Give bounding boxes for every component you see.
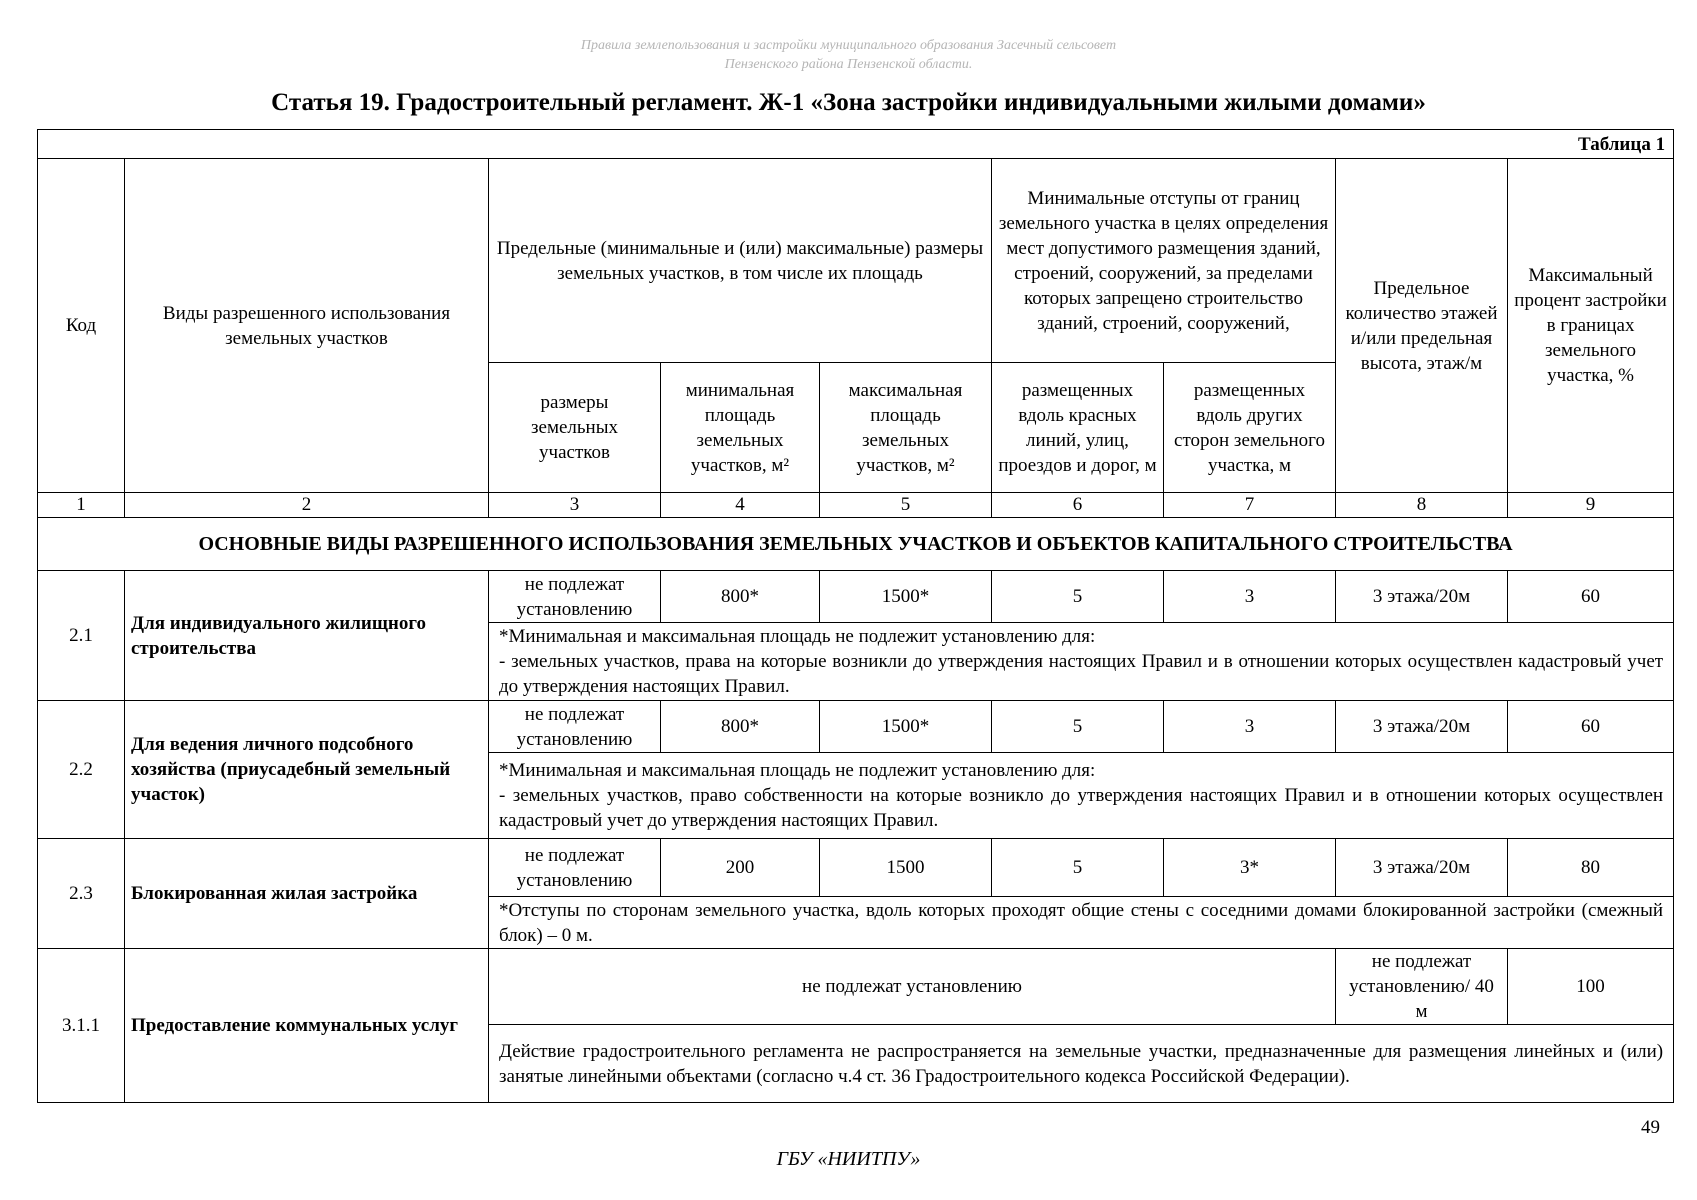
- row-percent: 60: [1508, 701, 1674, 753]
- row-percent: 100: [1508, 949, 1674, 1025]
- running-header-line2: Пензенского района Пензенской области.: [724, 57, 973, 72]
- row-setback-other: 3*: [1164, 839, 1336, 897]
- column-number: 4: [661, 493, 820, 518]
- header-use-types: Виды разрешенного использования земельных участков: [125, 159, 489, 493]
- row-sizes: не подлежат установлению: [489, 571, 661, 623]
- row-max-area: 1500*: [820, 571, 992, 623]
- row-floors: 3 этажа/20м: [1336, 571, 1508, 623]
- running-header: [0, 36, 1697, 74]
- row-note: Действие градостроительного регламента не распространяется на земельные участки, предназначенные для размещения линейных и (или) занятые линейными объектами (согласно ч.4 ст. 36 Градостроительного кодекса Российской Федерации).: [489, 1025, 1674, 1103]
- regulation-table: [37, 129, 1674, 1103]
- row-percent: 60: [1508, 571, 1674, 623]
- header-sub-sizes: размеры земельных участков: [489, 363, 661, 493]
- column-number: 1: [38, 493, 125, 518]
- row-min-area: 200: [661, 839, 820, 897]
- row-code: 2.1: [38, 571, 125, 701]
- column-number: 6: [992, 493, 1164, 518]
- row-use-name: Для индивидуального жилищного строительства: [125, 571, 489, 701]
- row-note: *Отступы по сторонам земельного участка, вдоль которых проходят общие стены с соседними домами блокированной застройки (смежный блок) – 0 м.: [489, 897, 1674, 949]
- header-sub-other-sides: размещенных вдоль других сторон земельного участка, м: [1164, 363, 1336, 493]
- row-code: 2.2: [38, 701, 125, 839]
- row-setback-red: 5: [992, 839, 1164, 897]
- page-number: 49: [1641, 1117, 1660, 1138]
- column-number: 7: [1164, 493, 1336, 518]
- header-sizes-group: Предельные (минимальные и (или) максимальные) размеры земельных участков, в том числе их площадь: [489, 159, 992, 363]
- column-number: 2: [125, 493, 489, 518]
- header-max-percent: Максимальный процент застройки в границах земельного участка, %: [1508, 159, 1674, 493]
- row-setback-red: 5: [992, 701, 1164, 753]
- section-title: ОСНОВНЫЕ ВИДЫ РАЗРЕШЕННОГО ИСПОЛЬЗОВАНИЯ ЗЕМЕЛЬНЫХ УЧАСТКОВ И ОБЪЕКТОВ КАПИТАЛЬНОГО СТРОИТЕЛЬСТВА: [38, 518, 1674, 571]
- row-merged-sizes: не подлежат установлению: [489, 949, 1336, 1025]
- column-numbers-row: [38, 493, 1674, 518]
- row-note: *Минимальная и максимальная площадь не подлежит установлению для: - земельных участков, права на которые возникли до утверждения настоящих Правил и в отношении которых осуществлен кадастровый учет до утверждения настоящих Правил.: [489, 623, 1674, 701]
- running-header-line1: Правила землепользования и застройки муниципального образования Засечный сельсовет: [580, 38, 1117, 53]
- table-caption: Таблица 1: [38, 130, 1674, 159]
- table-row: [38, 701, 1674, 753]
- column-number: 3: [489, 493, 661, 518]
- row-max-area: 1500: [820, 839, 992, 897]
- row-use-name: Для ведения личного подсобного хозяйства (приусадебный земельный участок): [125, 701, 489, 839]
- table-row: [38, 571, 1674, 623]
- row-code: 3.1.1: [38, 949, 125, 1103]
- row-min-area: 800*: [661, 701, 820, 753]
- row-use-name: Предоставление коммунальных услуг: [125, 949, 489, 1103]
- row-sizes: не подлежат установлению: [489, 839, 661, 897]
- row-floors: 3 этажа/20м: [1336, 839, 1508, 897]
- header-sub-max-area: максимальная площадь земельных участков, м²: [820, 363, 992, 493]
- row-floors: не подлежат установлению/ 40 м: [1336, 949, 1508, 1025]
- page-footer: ГБУ «НИИТПУ»: [776, 1148, 921, 1170]
- row-sizes: не подлежат установлению: [489, 701, 661, 753]
- table-row: [38, 839, 1674, 897]
- header-sub-min-area: минимальная площадь земельных участков, м²: [661, 363, 820, 493]
- row-code: 2.3: [38, 839, 125, 949]
- header-setbacks-group: Минимальные отступы от границ земельного участка в целях определения мест допустимого размещения зданий, строений, сооружений, за пределами которых запрещено строительство зданий, строений, сооружений,: [992, 159, 1336, 363]
- page-title: Статья 19. Градостроительный регламент. Ж-1 «Зона застройки индивидуальными жилыми домами»: [271, 89, 1426, 116]
- row-setback-other: 3: [1164, 701, 1336, 753]
- row-min-area: 800*: [661, 571, 820, 623]
- row-floors: 3 этажа/20м: [1336, 701, 1508, 753]
- header-sub-red-lines: размещенных вдоль красных линий, улиц, проездов и дорог, м: [992, 363, 1164, 493]
- column-number: 9: [1508, 493, 1674, 518]
- header-code: Код: [38, 159, 125, 493]
- column-number: 8: [1336, 493, 1508, 518]
- row-setback-other: 3: [1164, 571, 1336, 623]
- row-max-area: 1500*: [820, 701, 992, 753]
- row-setback-red: 5: [992, 571, 1164, 623]
- header-floors: Предельное количество этажей и/или предельная высота, этаж/м: [1336, 159, 1508, 493]
- row-note: *Минимальная и максимальная площадь не подлежит установлению для: - земельных участков, право собственности на которые возникло до утверждения настоящих Правил и в отношении которых осуществлен кадастровый учет до утверждения настоящих Правил.: [489, 753, 1674, 839]
- table-row: [38, 949, 1674, 1025]
- column-number: 5: [820, 493, 992, 518]
- row-use-name: Блокированная жилая застройка: [125, 839, 489, 949]
- row-percent: 80: [1508, 839, 1674, 897]
